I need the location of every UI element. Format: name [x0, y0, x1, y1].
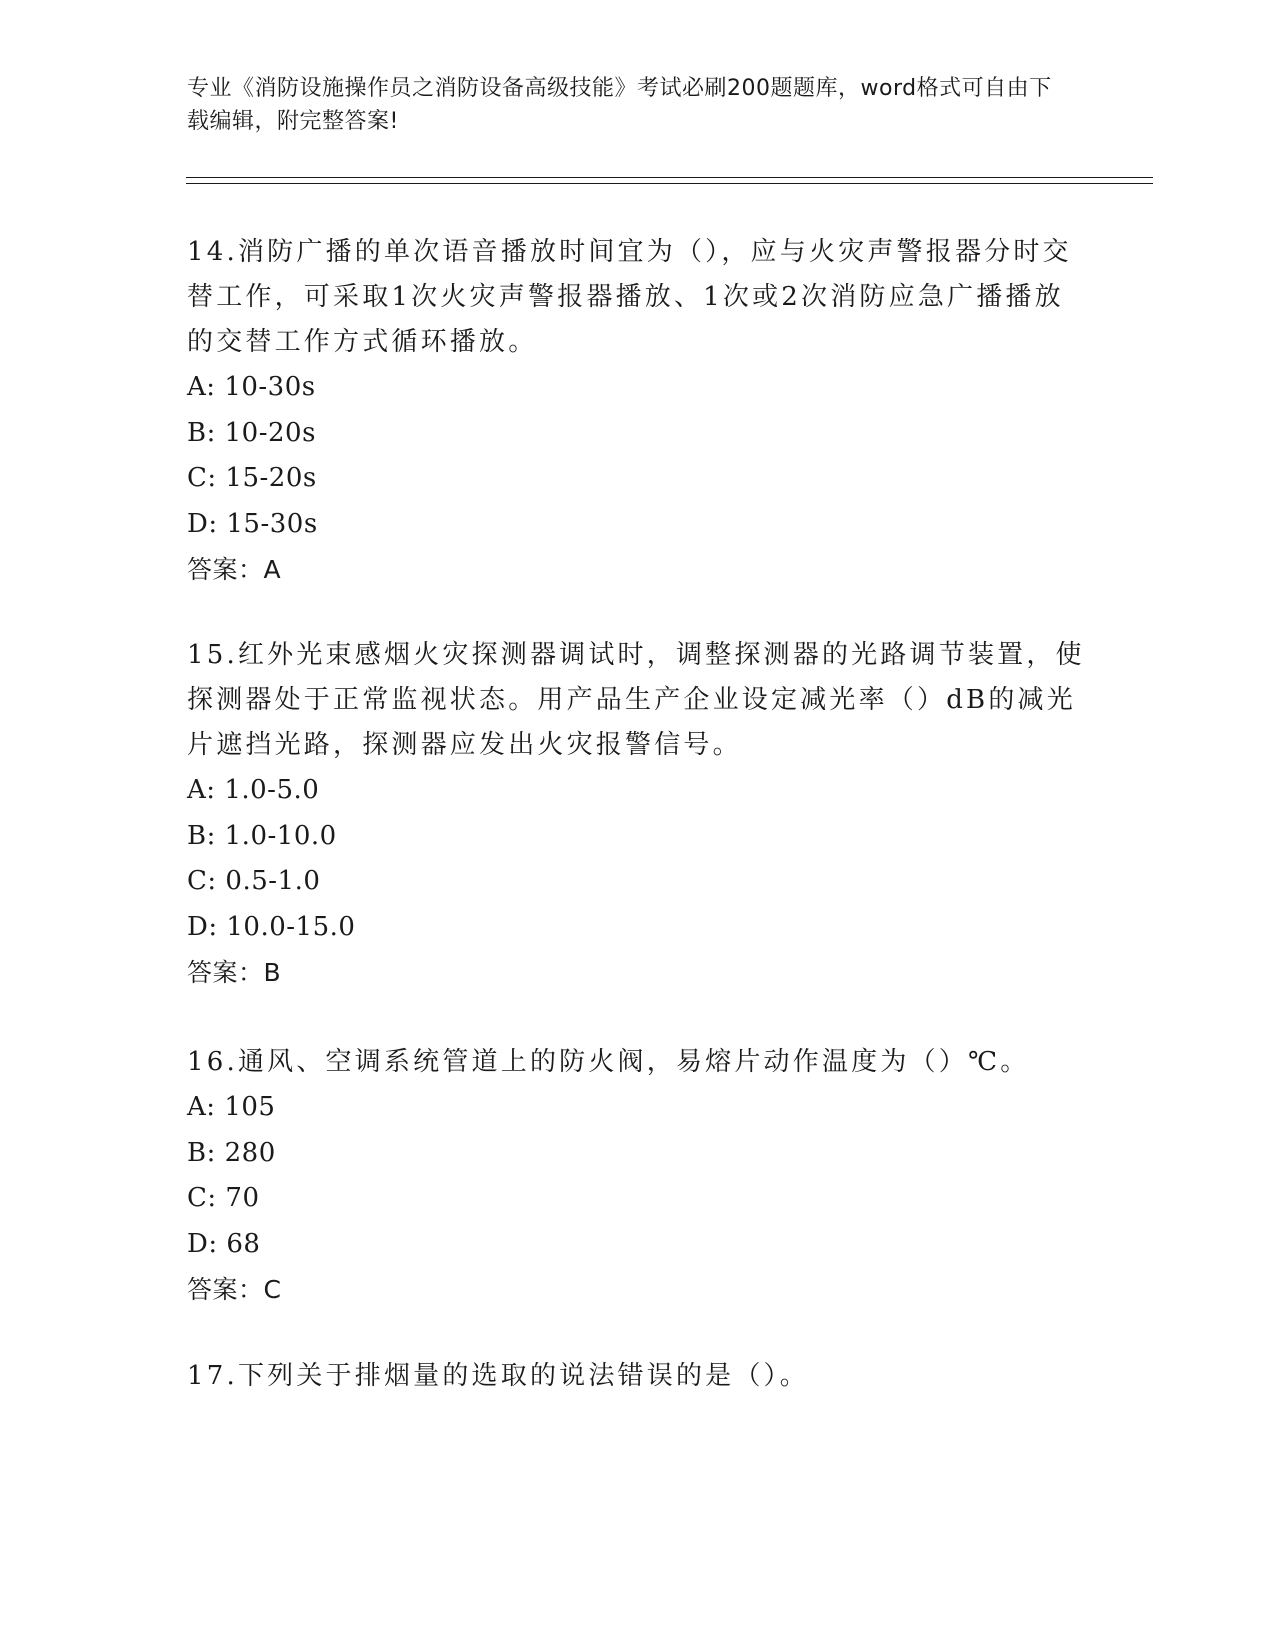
- option-d: [187, 1222, 1087, 1268]
- option-text: 10-20s: [224, 417, 316, 448]
- option-text: 10.0-15.0: [226, 911, 356, 942]
- option-a: [187, 1085, 1087, 1131]
- option-text: 1.0-10.0: [224, 820, 337, 851]
- question-stem: 16.通风、空调系统管道上的防火阀，易熔片动作温度为（）℃。: [187, 1047, 1030, 1077]
- option-letter: C:: [187, 463, 217, 493]
- option-text: 15-30s: [226, 508, 318, 539]
- option-text: 70: [225, 1183, 260, 1213]
- option-c: [187, 1176, 1087, 1222]
- answer: 答案：B: [187, 958, 282, 987]
- option-text: 15-20s: [225, 463, 317, 493]
- option-letter: B:: [187, 820, 216, 851]
- option-text: 280: [224, 1137, 276, 1168]
- option-letter: D:: [187, 911, 218, 942]
- option-letter: A:: [187, 372, 216, 402]
- question-stem: 15.红外光束感烟火灾探测器调试时，调整探测器的光路调节装置，使探测器处于正常监视状态。用产品生产企业设定减光率（）dB的减光片遮挡光路，探测器应发出火灾报警信号。: [187, 640, 1085, 760]
- answer: 答案：A: [187, 555, 282, 584]
- question-17: [187, 1354, 1087, 1399]
- option-text: 0.5-1.0: [225, 866, 321, 896]
- question-stem: 14.消防广播的单次语音播放时间宜为（），应与火灾声警报器分时交替工作，可采取1次火灾声警报器播放、1次或2次消防应急广播播放的交替工作方式循环播放。: [187, 237, 1072, 357]
- option-text: 1.0-5.0: [224, 775, 320, 805]
- option-letter: D:: [187, 508, 218, 539]
- option-b: [187, 1131, 1087, 1177]
- question-15: [187, 633, 1087, 995]
- question-14: [187, 230, 1087, 592]
- question-16: [187, 1040, 1087, 1312]
- header-divider-top: [186, 177, 1153, 178]
- option-letter: C:: [187, 1183, 217, 1213]
- option-letter: B:: [187, 1137, 216, 1168]
- question-stem: 17.下列关于排烟量的选取的说法错误的是（）。: [187, 1361, 809, 1391]
- option-text: 10-30s: [224, 372, 316, 402]
- option-c: [187, 859, 1087, 905]
- option-text: 105: [224, 1092, 276, 1122]
- option-letter: B:: [187, 417, 216, 448]
- header-divider-bottom: [186, 183, 1153, 184]
- option-d: [187, 905, 1087, 951]
- option-c: [187, 456, 1087, 502]
- header-text: 专业《消防设施操作员之消防设备高级技能》考试必刷200题题库，word格式可自由下载编辑，附完整答案!: [187, 76, 1052, 134]
- option-b: [187, 411, 1087, 457]
- answer: 答案：C: [187, 1275, 282, 1304]
- option-letter: A:: [187, 1092, 216, 1122]
- option-text: 68: [226, 1228, 261, 1259]
- option-letter: D:: [187, 1228, 218, 1259]
- option-d: [187, 502, 1087, 548]
- option-a: [187, 365, 1087, 411]
- option-b: [187, 814, 1087, 860]
- option-a: [187, 768, 1087, 814]
- document-header: [187, 72, 1067, 138]
- option-letter: C:: [187, 866, 217, 896]
- option-letter: A:: [187, 775, 216, 805]
